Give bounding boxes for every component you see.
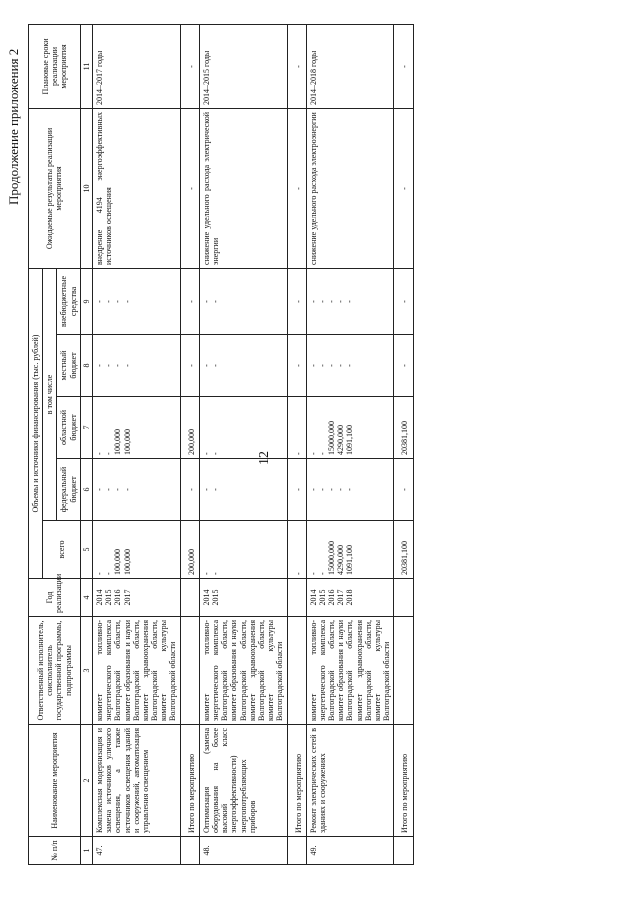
regional-sum: - <box>287 397 306 459</box>
total-amount-value: - <box>211 572 220 575</box>
federal-amount-value: - <box>104 488 114 491</box>
header-regional: областной бюджет <box>57 397 80 459</box>
local-amount <box>92 335 180 397</box>
federal-amount <box>306 459 394 521</box>
offbudget-amount <box>92 268 180 334</box>
federal-amount-value: - <box>201 488 211 491</box>
header-terms: Плановые сроки реализации мероприятия <box>29 24 81 108</box>
total-amount-value: - <box>308 572 318 575</box>
empty-cell <box>180 579 199 617</box>
offbudget-amount <box>306 268 394 334</box>
terms-sum: - <box>287 24 306 108</box>
total-amount-value: 100,000 <box>113 549 123 575</box>
local-amount-value: - <box>94 364 104 367</box>
local-amount <box>199 335 287 397</box>
federal-amount <box>92 459 180 521</box>
expected-result: снижение удельного расхода электрической энергии <box>199 108 287 268</box>
appendix-title: Продолжение приложения 2 <box>6 48 21 205</box>
offbudget-amount-value: - <box>345 300 355 303</box>
offbudget-amount-value: - <box>317 300 327 303</box>
row-number: 47. <box>92 837 180 865</box>
year-list-value: 2016 <box>327 589 337 606</box>
header-results: Ожидаемые результаты реализации мероприятия <box>29 108 81 268</box>
offbudget-amount-value: - <box>94 300 104 303</box>
regional-amount <box>92 397 180 459</box>
total-amount <box>199 521 287 579</box>
total-amount-value: 100,000 <box>122 549 132 575</box>
local-amount-value: - <box>345 364 355 367</box>
federal-amount-value: - <box>345 488 355 491</box>
empty-cell <box>287 617 306 725</box>
header-federal: федеральный бюджет <box>57 459 80 521</box>
total-label: Итого по мероприятию <box>287 725 306 837</box>
local-amount-value: - <box>201 364 211 367</box>
column-index: 10 <box>80 108 92 268</box>
column-index: 9 <box>80 268 92 334</box>
total-sum: 20381,100 <box>394 521 413 579</box>
total-amount-value: 1091,100 <box>345 545 355 575</box>
local-amount-value: - <box>104 364 114 367</box>
total-amount-value: - <box>94 572 104 575</box>
header-including: в том числе <box>43 268 57 520</box>
year-list-value: 2014 <box>308 589 318 606</box>
federal-amount <box>199 459 287 521</box>
expected-result: снижение удельного расхода электроэнергии <box>306 108 394 268</box>
header-executor: Ответственный исполнитель, соисполнитель государственной программы, подпрограммы <box>29 617 81 725</box>
measure-name: Оптимизация (замена оборудования на более высокий класс энергоэффективности) энергопотребляющих приборов <box>199 725 287 837</box>
federal-amount-value: - <box>317 488 327 491</box>
result-sum: - <box>394 108 413 268</box>
regional-amount-value: - <box>104 452 114 455</box>
offbudget-sum: - <box>287 268 306 334</box>
header-funding: Объемы и источники финансирования (тыс. рублей) <box>29 268 43 578</box>
regional-amount-value: 100,000 <box>113 429 123 455</box>
total-amount-value: - <box>201 572 211 575</box>
regional-amount-value: 15000,000 <box>327 421 337 455</box>
year-list-value: 2015 <box>211 589 220 606</box>
regional-amount-value: 1091,100 <box>345 425 355 455</box>
planned-terms: 2014–2015 годы <box>199 24 287 108</box>
offbudget-amount-value: - <box>104 300 114 303</box>
federal-sum: - <box>394 459 413 521</box>
column-index: 11 <box>80 24 92 108</box>
column-index: 1 <box>80 837 92 865</box>
federal-sum: - <box>180 459 199 521</box>
offbudget-amount-value: - <box>211 300 220 303</box>
federal-amount-value: - <box>122 488 132 491</box>
total-amount-value: - <box>104 572 114 575</box>
empty-cell <box>394 837 413 865</box>
column-index: 8 <box>80 335 92 397</box>
local-amount-value: - <box>308 364 318 367</box>
federal-sum: - <box>287 459 306 521</box>
regional-sum: 200,000 <box>180 397 199 459</box>
local-sum: - <box>180 335 199 397</box>
empty-cell <box>180 837 199 865</box>
terms-sum: - <box>394 24 413 108</box>
header-offbudget: внебюджетные средства <box>57 268 80 334</box>
table-body <box>92 24 413 864</box>
year-list-value: 2017 <box>122 589 132 606</box>
empty-cell <box>394 579 413 617</box>
planned-terms: 2014–2018 годы <box>306 24 394 108</box>
local-amount-value: - <box>211 364 220 367</box>
total-amount <box>306 521 394 579</box>
year-list <box>92 579 180 617</box>
offbudget-sum: - <box>180 268 199 334</box>
local-amount-value: - <box>327 364 337 367</box>
local-sum: - <box>394 335 413 397</box>
offbudget-amount-value: - <box>327 300 337 303</box>
regional-amount-value: - <box>308 452 318 455</box>
local-amount <box>306 335 394 397</box>
column-index: 6 <box>80 459 92 521</box>
planned-terms: 2014–2017 годы <box>92 24 180 108</box>
empty-cell <box>394 617 413 725</box>
offbudget-amount-value: - <box>113 300 123 303</box>
local-amount-value: - <box>113 364 123 367</box>
total-amount-value: - <box>317 572 327 575</box>
row-number: 49. <box>306 837 394 865</box>
total-label: Итого по мероприятию <box>180 725 199 837</box>
page-number: 12 <box>257 451 272 465</box>
column-index: 3 <box>80 617 92 725</box>
measure-name: Комплексная модернизация и замена источников уличного освещения, а также источников освещения зданий и сооружений, автоматизация управления освещением <box>92 725 180 837</box>
year-list-value: 2014 <box>94 589 104 606</box>
executor: комитет топливно-энергетического комплекса Волгоградской области, комитет образования и науки Волгоградской области, комитет здравоохранения Волгоградской области, комитет культуры Волгоградской области <box>199 617 287 725</box>
offbudget-amount-value: - <box>201 300 211 303</box>
column-index: 5 <box>80 521 92 579</box>
header-no: № п/п <box>29 837 81 865</box>
federal-amount-value: - <box>211 488 220 491</box>
total-sum: - <box>287 521 306 579</box>
regional-sum: 20381,100 <box>394 397 413 459</box>
offbudget-sum: - <box>394 268 413 334</box>
total-sum: 200,000 <box>180 521 199 579</box>
regional-amount-value: - <box>317 452 327 455</box>
total-amount <box>92 521 180 579</box>
local-amount-value: - <box>336 364 346 367</box>
header-year: Год реализации <box>29 579 81 617</box>
regional-amount-value: - <box>211 452 220 455</box>
total-row <box>394 24 413 864</box>
expected-result: внедрение 4194 энергоэффективных источников освещения <box>92 108 180 268</box>
empty-cell <box>287 579 306 617</box>
executor: комитет топливно-энергетического комплекса Волгоградской области, комитет образования и науки Волгоградской области, комитет здравоохранения Волгоградской области, комитет культуры Волгоградской области <box>306 617 394 725</box>
regional-amount-value: - <box>94 452 104 455</box>
regional-amount <box>306 397 394 459</box>
header-total: всего <box>43 521 81 579</box>
regional-amount-value: - <box>201 452 211 455</box>
local-amount-value: - <box>317 364 327 367</box>
federal-amount-value: - <box>113 488 123 491</box>
federal-amount-value: - <box>327 488 337 491</box>
table-row <box>92 24 180 864</box>
year-list <box>199 579 287 617</box>
column-index: 7 <box>80 397 92 459</box>
total-amount-value: 15000,000 <box>327 541 337 575</box>
program-table <box>28 24 414 865</box>
offbudget-amount-value: - <box>122 300 132 303</box>
federal-amount-value: - <box>308 488 318 491</box>
year-list-value: 2015 <box>317 589 327 606</box>
total-row <box>180 24 199 864</box>
header-name: Наименование мероприятия <box>29 725 81 837</box>
column-index: 2 <box>80 725 92 837</box>
row-number: 48. <box>199 837 287 865</box>
result-sum: - <box>287 108 306 268</box>
column-index: 4 <box>80 579 92 617</box>
column-index-row <box>80 24 92 864</box>
result-sum: - <box>180 108 199 268</box>
year-list-value: 2016 <box>113 589 123 606</box>
federal-amount-value: - <box>336 488 346 491</box>
total-label: Итого по мероприятию <box>394 725 413 837</box>
measure-name: Ремонт электрических сетей в зданиях и сооружениях <box>306 725 394 837</box>
empty-cell <box>287 837 306 865</box>
local-amount-value: - <box>122 364 132 367</box>
regional-amount-value: 100,000 <box>122 429 132 455</box>
table-row <box>306 24 394 864</box>
year-list-value: 2015 <box>104 589 114 606</box>
year-list <box>306 579 394 617</box>
offbudget-amount-value: - <box>336 300 346 303</box>
federal-amount-value: - <box>94 488 104 491</box>
terms-sum: - <box>180 24 199 108</box>
executor: комитет топливно-энергетического комплекса Волгоградской области, комитет образования и науки Волгоградской области, комитет здравоохранения Волгоградской области, комитет культуры Волгоградской области <box>92 617 180 725</box>
total-amount-value: 4290,000 <box>336 545 346 575</box>
year-list-value: 2017 <box>336 589 346 606</box>
empty-cell <box>180 617 199 725</box>
regional-amount-value: 4290,000 <box>336 425 346 455</box>
offbudget-amount-value: - <box>308 300 318 303</box>
year-list-value: 2018 <box>345 589 355 606</box>
header-local: местный бюджет <box>57 335 80 397</box>
regional-amount <box>199 397 287 459</box>
table-row <box>199 24 287 864</box>
year-list-value: 2014 <box>201 589 211 606</box>
offbudget-amount <box>199 268 287 334</box>
local-sum: - <box>287 335 306 397</box>
total-row <box>287 24 306 864</box>
